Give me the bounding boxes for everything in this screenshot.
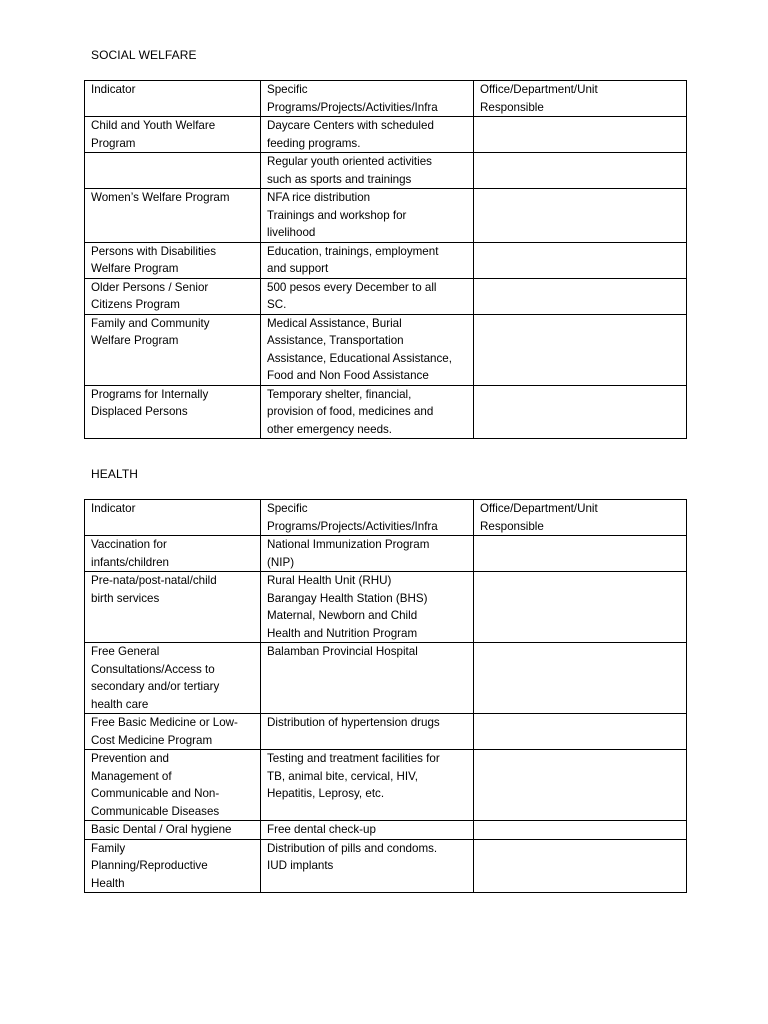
- program-line: (NIP): [267, 555, 295, 569]
- program-cell: [261, 714, 474, 750]
- table-row: [85, 314, 687, 385]
- indicator-line: Welfare Program: [91, 262, 179, 275]
- section-title-social-welfare: SOCIAL WELFARE: [91, 48, 197, 62]
- program-line: Barangay Health Station (BHS): [267, 591, 428, 605]
- table-header-row: [85, 81, 687, 117]
- program-line: Testing and treatment facilities for: [267, 752, 440, 765]
- office-cell: [474, 536, 687, 572]
- social-welfare-table: [84, 80, 687, 439]
- office-cell: [474, 643, 687, 714]
- indicator-line: Vaccination for: [91, 538, 167, 551]
- table-row: [85, 643, 687, 714]
- indicator-line: Family and Community: [91, 316, 210, 330]
- health-table: [84, 499, 687, 893]
- indicator-cell: [85, 153, 261, 189]
- program-line: Medical Assistance, Burial: [267, 316, 402, 330]
- header-programs-line: Programs/Projects/Activities/Infra: [267, 519, 438, 533]
- indicator-cell: [85, 385, 261, 439]
- office-cell: [474, 714, 687, 750]
- program-cell: [261, 153, 474, 189]
- program-cell: [261, 385, 474, 439]
- indicator-line: Persons with Disabilities: [91, 244, 217, 258]
- indicator-cell: [85, 314, 261, 385]
- program-line: IUD implants: [267, 859, 334, 872]
- header-programs-line: Specific: [267, 502, 308, 515]
- program-cell: [261, 821, 474, 840]
- program-cell: [261, 278, 474, 314]
- program-line: National Immunization Program: [267, 538, 430, 551]
- indicator-cell: [85, 117, 261, 153]
- indicator-cell: [85, 750, 261, 821]
- office-cell: [474, 314, 687, 385]
- header-office-line: Office/Department/Unit: [480, 502, 598, 515]
- indicator-line: Cost Medicine Program: [91, 733, 213, 747]
- indicator-line: Communicable Diseases: [91, 804, 220, 818]
- program-line: Temporary shelter, financial,: [267, 387, 412, 401]
- table-row: [85, 750, 687, 821]
- indicator-line: secondary and/or tertiary: [91, 680, 220, 693]
- indicator-cell: [85, 536, 261, 572]
- indicator-line: Family: [91, 841, 126, 855]
- program-line: TB, animal bite, cervical, HIV,: [267, 769, 418, 783]
- program-line: livelihood: [267, 226, 316, 239]
- program-line: provision of food, medicines and: [267, 405, 434, 418]
- indicator-line: Prevention and: [91, 752, 169, 765]
- indicator-cell: [85, 643, 261, 714]
- header-programs-line: Programs/Projects/Activities/Infra: [267, 100, 438, 114]
- indicator-line: Management of: [91, 769, 172, 783]
- table-row: [85, 385, 687, 439]
- program-line: Education, trainings, employment: [267, 244, 439, 258]
- program-line: Assistance, Transportation: [267, 334, 404, 347]
- program-line: Regular youth oriented activities: [267, 155, 432, 168]
- header-office: [474, 500, 687, 536]
- indicator-line: Citizens Program: [91, 298, 180, 311]
- office-cell: [474, 153, 687, 189]
- indicator-line: Pre-nata/post-natal/child: [91, 574, 217, 587]
- header-office: [474, 81, 687, 117]
- program-cell: [261, 314, 474, 385]
- indicator-line: Free Basic Medicine or Low-: [91, 716, 238, 729]
- program-line: other emergency needs.: [267, 422, 393, 436]
- table-row: [85, 153, 687, 189]
- indicator-line: health care: [91, 697, 149, 711]
- program-line: such as sports and trainings: [267, 172, 412, 186]
- program-cell: [261, 189, 474, 243]
- program-line: Food and Non Food Assistance: [267, 369, 429, 382]
- program-line: SC.: [267, 298, 287, 311]
- program-cell: [261, 750, 474, 821]
- office-cell: [474, 572, 687, 643]
- table-row: [85, 278, 687, 314]
- indicator-line: Communicable and Non-: [91, 787, 220, 800]
- program-line: Daycare Centers with scheduled: [267, 119, 434, 132]
- program-cell: [261, 117, 474, 153]
- table-row: [85, 536, 687, 572]
- header-programs: [261, 81, 474, 117]
- program-cell: [261, 572, 474, 643]
- indicator-line: Basic Dental / Oral hygiene: [91, 823, 232, 836]
- office-cell: [474, 385, 687, 439]
- program-line: and support: [267, 262, 329, 275]
- program-cell: [261, 242, 474, 278]
- program-line: Assistance, Educational Assistance,: [267, 351, 452, 365]
- program-line: Distribution of hypertension drugs: [267, 716, 440, 729]
- office-cell: [474, 117, 687, 153]
- table-row: [85, 189, 687, 243]
- indicator-line: Women’s Welfare Program: [91, 191, 230, 204]
- indicator-line: infants/children: [91, 555, 169, 569]
- office-cell: [474, 242, 687, 278]
- program-line: feeding programs.: [267, 136, 361, 150]
- program-cell: [261, 536, 474, 572]
- indicator-cell: [85, 189, 261, 243]
- indicator-cell: [85, 242, 261, 278]
- office-cell: [474, 278, 687, 314]
- header-programs-line: Specific: [267, 83, 308, 96]
- header-indicator-text: Indicator: [91, 83, 136, 96]
- header-office-line: Responsible: [480, 100, 544, 114]
- indicator-line: birth services: [91, 591, 160, 605]
- office-cell: [474, 839, 687, 893]
- indicator-cell: [85, 839, 261, 893]
- indicator-line: Consultations/Access to: [91, 662, 215, 676]
- program-cell: [261, 839, 474, 893]
- program-line: Rural Health Unit (RHU): [267, 574, 392, 587]
- section-title-health: HEALTH: [91, 467, 139, 481]
- table-row: [85, 572, 687, 643]
- program-line: Health and Nutrition Program: [267, 626, 418, 640]
- program-line: Balamban Provincial Hospital: [267, 645, 418, 658]
- office-cell: [474, 189, 687, 243]
- indicator-cell: [85, 714, 261, 750]
- indicator-line: Free General: [91, 645, 160, 658]
- indicator-line: Programs for Internally: [91, 387, 209, 401]
- header-office-line: Office/Department/Unit: [480, 83, 598, 96]
- indicator-line: Health: [91, 876, 125, 890]
- indicator-line: Planning/Reproductive: [91, 859, 208, 872]
- office-cell: [474, 750, 687, 821]
- table-row: [85, 714, 687, 750]
- header-indicator: [85, 500, 261, 536]
- indicator-line: Displaced Persons: [91, 405, 188, 418]
- indicator-cell: [85, 278, 261, 314]
- program-line: NFA rice distribution: [267, 191, 371, 204]
- program-line: Maternal, Newborn and Child: [267, 609, 418, 622]
- header-office-line: Responsible: [480, 519, 544, 533]
- header-indicator-text: Indicator: [91, 502, 136, 515]
- program-line: Distribution of pills and condoms.: [267, 841, 438, 855]
- table-row: [85, 839, 687, 893]
- table-row: [85, 117, 687, 153]
- program-line: Free dental check-up: [267, 823, 376, 836]
- office-cell: [474, 821, 687, 840]
- program-line: Hepatitis, Leprosy, etc.: [267, 787, 385, 800]
- indicator-line: Child and Youth Welfare: [91, 119, 216, 132]
- indicator-line: Welfare Program: [91, 334, 179, 347]
- table-row: [85, 242, 687, 278]
- indicator-cell: [85, 572, 261, 643]
- program-cell: [261, 643, 474, 714]
- indicator-line: Older Persons / Senior: [91, 280, 209, 294]
- program-line: Trainings and workshop for: [267, 208, 407, 222]
- table-header-row: [85, 500, 687, 536]
- header-programs: [261, 500, 474, 536]
- program-line: 500 pesos every December to all: [267, 280, 437, 294]
- header-indicator: [85, 81, 261, 117]
- indicator-line: Program: [91, 136, 136, 150]
- indicator-cell: [85, 821, 261, 840]
- table-row: [85, 821, 687, 840]
